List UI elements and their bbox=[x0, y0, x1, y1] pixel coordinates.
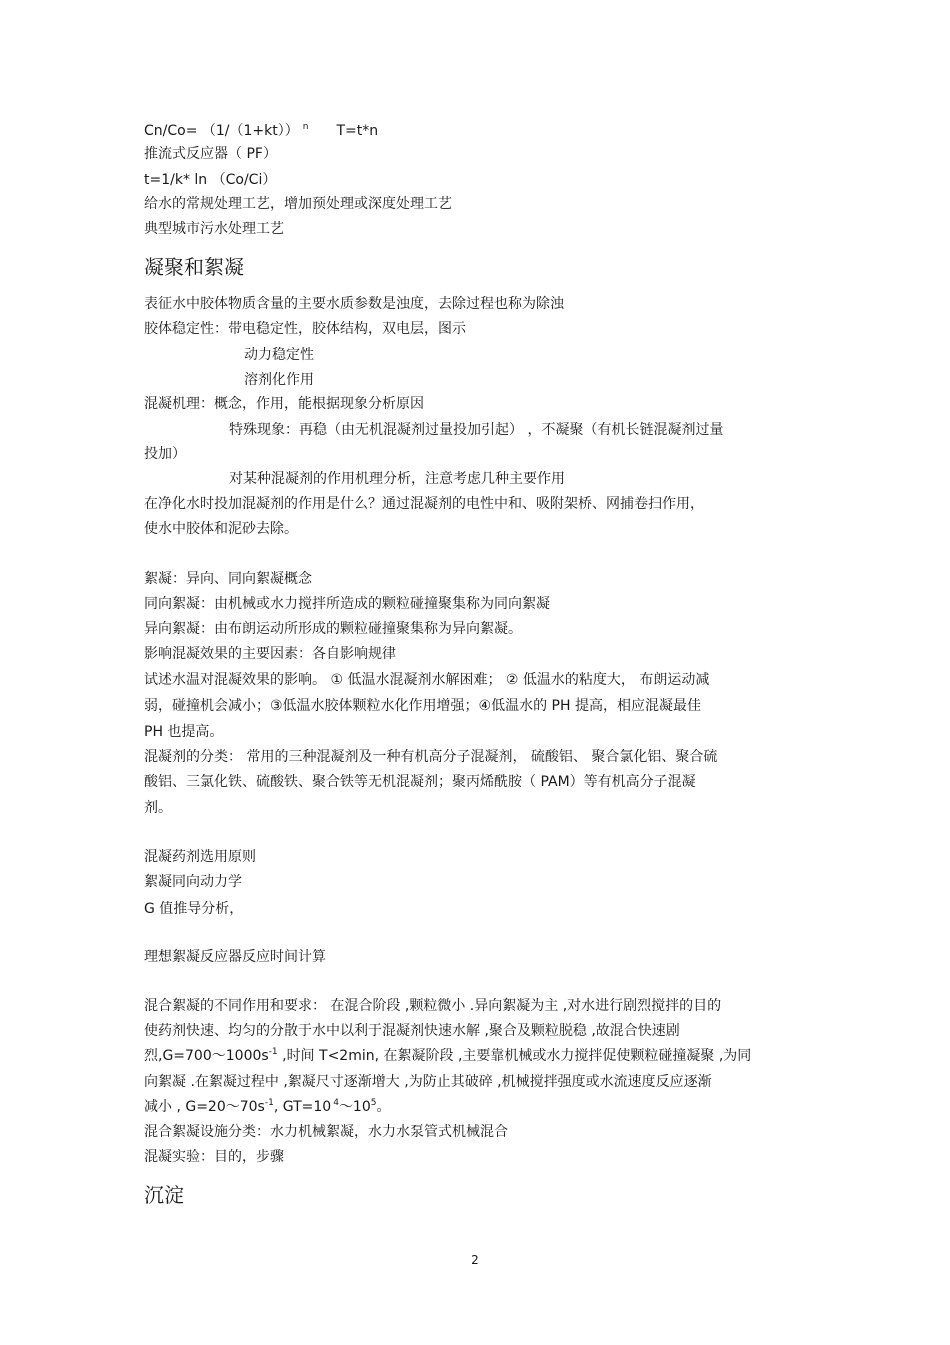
text-line: 对某种混凝剂的作用机理分析，注意考虑几种主要作用 bbox=[229, 471, 565, 487]
text-line: 理想絮凝反应器反应时间计算 bbox=[144, 949, 326, 965]
text-line: 混凝药剂选用原则 bbox=[144, 849, 256, 865]
text-line: 减小 , $G=20\sim 70s^{-1}$, GT=10 $^4\sim 10^5$。 bbox=[144, 1098, 391, 1115]
text-line: 表征水中胶体物质含量的主要水质参数是浊度，去除过程也称为除浊 bbox=[144, 296, 564, 312]
text-line: 混凝机理：概念，作用，能根据现象分析原因 bbox=[144, 396, 424, 412]
text-line: PH 也提高。 bbox=[144, 724, 224, 740]
equation-cstr: Cn/Co= （1/（1+kt）） $^n$ T=t*n bbox=[144, 122, 379, 139]
page-number: 2 bbox=[471, 1253, 479, 1267]
text-line: 絮凝：异向、同向絮凝概念 bbox=[144, 571, 312, 587]
text-line: 试述水温对混凝效果的影响。 ① 低温水混凝剂水解困难； ② 低温水的粘度大， 布朗运动减 bbox=[144, 672, 710, 688]
section-heading: 凝聚和絮凝 bbox=[144, 255, 244, 279]
text-line: 胶体稳定性：带电稳定性，胶体结构，双电层，图示 bbox=[144, 321, 466, 337]
text-line: G 值推导分析， bbox=[144, 901, 244, 917]
text-line: 投加） bbox=[144, 446, 186, 462]
text-line: 影响混凝效果的主要因素：各自影响规律 bbox=[144, 646, 396, 662]
text-line: 使水中胶体和泥砂去除。 bbox=[144, 521, 298, 537]
text-line: 向絮凝 .在絮凝过程中 ,絮凝尺寸逐渐增大 ,为防止其破碎 ,机械搅拌强度或水流速度反应逐渐 bbox=[144, 1074, 712, 1090]
text-line: 特殊现象：再稳（由无机混凝剂过量投加引起） ，不凝聚（有机长链混凝剂过量 bbox=[229, 422, 724, 438]
text-line: 混合絮凝设施分类：水力机械絮凝，水力水泵管式机械混合 bbox=[144, 1124, 508, 1140]
text-line: 混合絮凝的不同作用和要求： 在混合阶段 ,颗粒微小 .异向絮凝为主 ,对水进行剧烈搅拌的目的 bbox=[144, 998, 722, 1014]
text-line: 混凝实验：目的，步骤 bbox=[144, 1149, 284, 1165]
text-line: 推流式反应器（ PF） bbox=[144, 146, 277, 162]
text-line: 烈$,G=700\sim 1000s^{-1}$ ,时间 T<2min, 在絮凝阶段 ,主要靠机械或水力搅拌促使颗粒碰撞凝聚 ,为同 bbox=[144, 1047, 752, 1064]
text-line: 酸铝、三氯化铁、硫酸铁、聚合铁等无机混凝剂；聚丙烯酰胺（ PAM）等有机高分子混凝 bbox=[144, 774, 696, 790]
text-line: 弱，碰撞机会减小；③低温水胶体颗粒水化作用增强；④低温水的 PH 提高，相应混凝最佳 bbox=[144, 698, 701, 714]
text-line: 动力稳定性 bbox=[244, 347, 314, 363]
text-line: 给水的常规处理工艺，增加预处理或深度处理工艺 bbox=[144, 196, 452, 212]
equation-pf: t=1/k* ln （Co/Ci） bbox=[144, 172, 277, 188]
text-line: 混凝剂的分类： 常用的三种混凝剂及一种有机高分子混凝剂， 硫酸铝、 聚合氯化铝、聚合硫 bbox=[144, 749, 718, 765]
text-line: 絮凝同向动力学 bbox=[144, 874, 242, 890]
text-line: 溶剂化作用 bbox=[244, 372, 314, 388]
text-line: 异向絮凝：由布朗运动所形成的颗粒碰撞聚集称为异向絮凝。 bbox=[144, 621, 522, 637]
text-line: 同向絮凝：由机械或水力搅拌所造成的颗粒碰撞聚集称为同向絮凝 bbox=[144, 596, 550, 612]
text-line: 典型城市污水处理工艺 bbox=[144, 221, 284, 237]
text-line: 使药剂快速、均匀的分散于水中以利于混凝剂快速水解 ,聚合及颗粒脱稳 ,故混合快速剧 bbox=[144, 1023, 680, 1039]
text-line: 剂。 bbox=[144, 800, 172, 816]
text-line: 在净化水时投加混凝剂的作用是什么？通过混凝剂的电性中和、吸附架桥、网捕卷扫作用， bbox=[144, 496, 704, 512]
section-heading: 沉淀 bbox=[144, 1183, 184, 1207]
